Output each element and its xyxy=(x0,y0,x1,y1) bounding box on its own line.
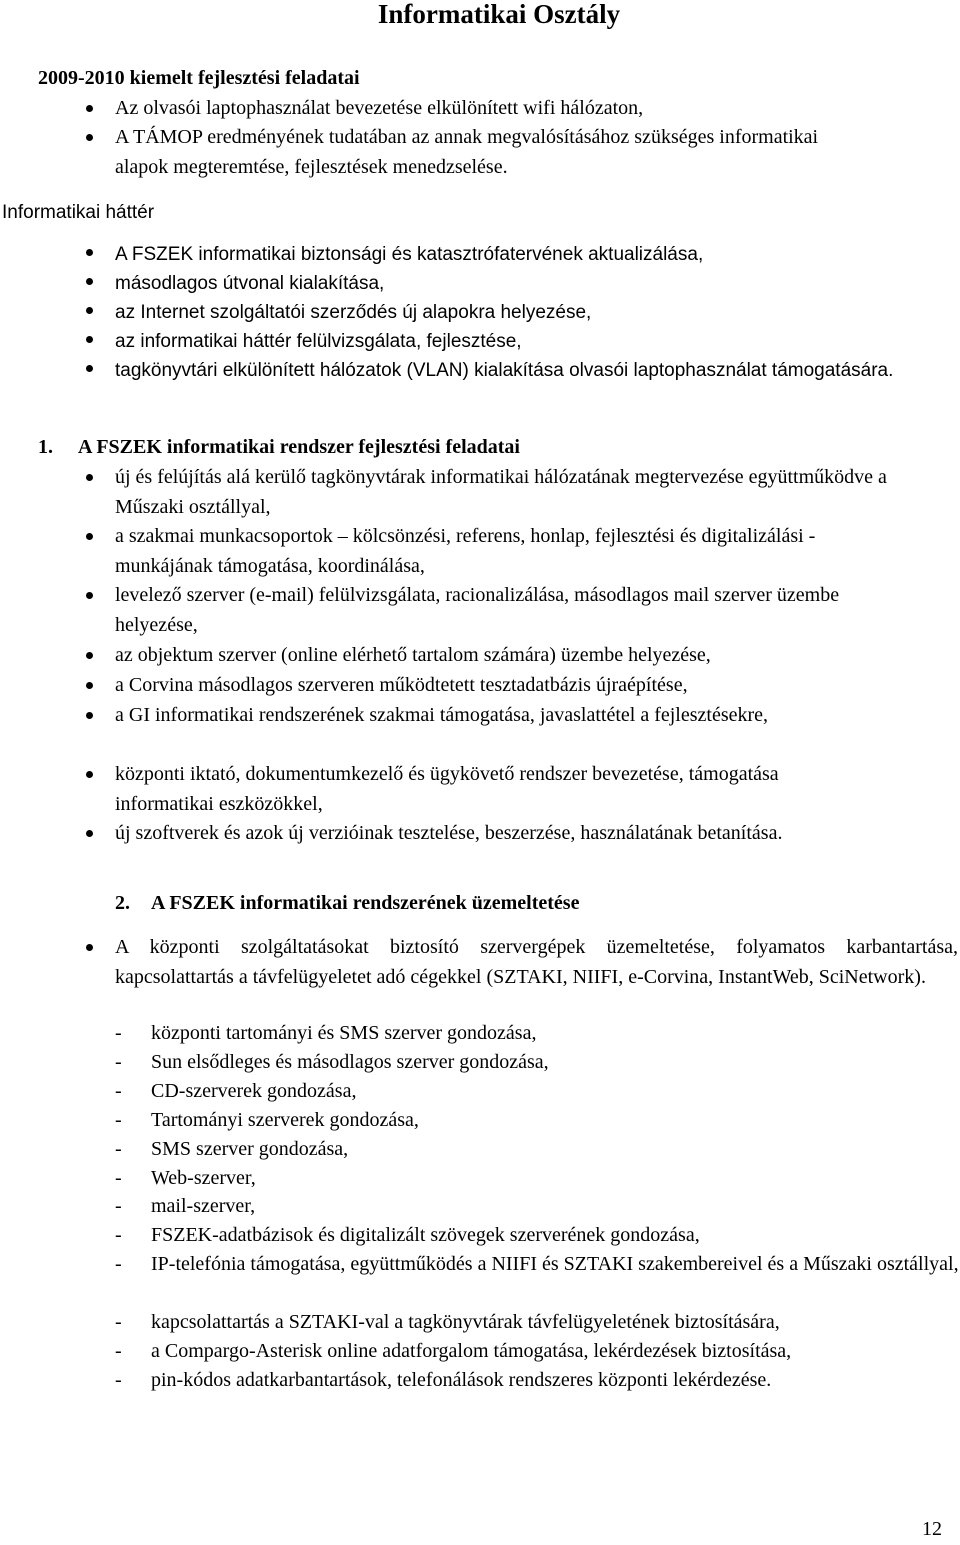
bullet-icon xyxy=(86,134,93,141)
list-item: a GI informatikai rendszerének szakmai támogatása, javaslattétel a fejlesztésekre, xyxy=(115,704,769,726)
bullet-icon xyxy=(86,533,93,540)
page-title: Informatikai Osztály xyxy=(377,0,621,29)
list-item: új szoftverek és azok új verzióinak tesztelése, beszerzése, használatának betanítása. xyxy=(115,822,783,844)
bullet-icon xyxy=(86,652,93,659)
list-item: levelező szerver (e-mail) felülvizsgálata, racionalizálása, másodlagos mail szerver üzembe helyezése, xyxy=(115,584,840,636)
list-item: az objektum szerver (online elérhető tartalom számára) üzembe helyezése, xyxy=(115,644,711,666)
list-item: új és felújítás alá kerülő tagkönyvtárak informatikai hálózatának megtervezése együttműködve a Műszaki osztállyal, xyxy=(115,466,887,518)
dash-marker: - xyxy=(115,1224,122,1246)
bullet-icon xyxy=(86,278,93,285)
section-heading-development-tasks: 2009-2010 kiemelt fejlesztési feladatai xyxy=(38,67,360,89)
dash-list-item: Web-szerver, xyxy=(151,1167,256,1189)
dash-marker: - xyxy=(115,1340,122,1362)
dash-list-item: központi tartományi és SMS szerver gondozása, xyxy=(151,1022,537,1044)
list-item: tagkönyvtári elkülönített hálózatok (VLAN) kialakítása olvasói laptophasználat támogatására. xyxy=(115,360,894,381)
dash-marker: - xyxy=(115,1080,122,1102)
dash-marker: - xyxy=(115,1109,122,1131)
dash-list-item: Tartományi szerverek gondozása, xyxy=(151,1109,419,1131)
bullet-icon xyxy=(86,830,93,837)
list-item: központi iktató, dokumentumkezelő és ügykövető rendszer bevezetése, támogatása informatikai eszközökkel, xyxy=(115,763,779,815)
list-item: A központi szolgáltatásokat biztosító szervergépek üzemeltetése, folyamatos karbantartása, kapcsolattartás a távfelügyeletet adó cégekkel (SZTAKI, NIIFI, e-Corvina, InstantWeb, SciNetwork). xyxy=(115,936,958,988)
bullet-icon xyxy=(86,771,93,778)
section-heading-system-development: A FSZEK informatikai rendszer fejlesztési feladatai xyxy=(78,436,520,458)
section-number: 2. xyxy=(115,892,130,914)
section-heading-system-operation: A FSZEK informatikai rendszerének üzemeltetése xyxy=(151,892,580,914)
list-item: az informatikai háttér felülvizsgálata, fejlesztése, xyxy=(115,331,522,352)
dash-list-item: Sun elsődleges és másodlagos szerver gondozása, xyxy=(151,1051,549,1073)
dash-marker: - xyxy=(115,1167,122,1189)
dash-marker: - xyxy=(115,1311,122,1333)
list-item: A TÁMOP eredményének tudatában az annak megvalósításához szükséges informatikai alapok megteremtése, fejlesztések menedzselése. xyxy=(115,126,819,178)
dash-marker: - xyxy=(115,1051,122,1073)
section-heading-it-background: Informatikai háttér xyxy=(2,202,155,223)
bullet-icon xyxy=(86,336,93,343)
dash-marker: - xyxy=(115,1022,122,1044)
bullet-icon xyxy=(86,592,93,599)
dash-list-item: SMS szerver gondozása, xyxy=(151,1138,349,1160)
dash-marker: - xyxy=(115,1369,122,1391)
dash-marker: - xyxy=(115,1138,122,1160)
dash-list-item: FSZEK-adatbázisok és digitalizált szövegek szerverének gondozása, xyxy=(151,1224,700,1246)
dash-list-item: CD-szerverek gondozása, xyxy=(151,1080,357,1102)
bullet-icon xyxy=(86,307,93,314)
bullet-icon xyxy=(86,105,93,112)
bullet-icon xyxy=(86,365,93,372)
bullet-icon xyxy=(86,944,93,951)
list-item: másodlagos útvonal kialakítása, xyxy=(115,273,385,294)
bullet-icon xyxy=(86,682,93,689)
dash-list-item: pin-kódos adatkarbantartások, telefonálások rendszeres központi lekérdezése. xyxy=(151,1369,772,1391)
section-number: 1. xyxy=(38,436,53,458)
bullet-icon xyxy=(86,474,93,481)
list-item: a Corvina másodlagos szerveren működtetett tesztadatbázis újraépítése, xyxy=(115,674,688,696)
dash-list-item: kapcsolattartás a SZTAKI-val a tagkönyvtárak távfelügyeletének biztosítására, xyxy=(151,1311,780,1333)
list-item: a szakmai munkacsoportok – kölcsönzési, referens, honlap, fejlesztési és digitalizálási - munkájának támogatása, koordinálása, xyxy=(115,525,816,577)
bullet-icon xyxy=(86,712,93,719)
dash-list-item: mail-szerver, xyxy=(151,1195,256,1217)
bullet-icon xyxy=(86,249,93,256)
dash-list-item: IP-telefónia támogatása, együttműködés a NIIFI és SZTAKI szakembereivel és a Műszaki osztállyal, xyxy=(151,1253,959,1275)
dash-marker: - xyxy=(115,1253,122,1275)
list-item: az Internet szolgáltatói szerződés új alapokra helyezése, xyxy=(115,302,592,323)
dash-list-item: a Compargo-Asterisk online adatforgalom támogatása, lekérdezések biztosítása, xyxy=(151,1340,792,1362)
list-item: A FSZEK informatikai biztonsági és katasztrófatervének aktualizálása, xyxy=(115,244,704,265)
page-number: 12 xyxy=(922,1518,942,1540)
list-item: Az olvasói laptophasználat bevezetése elkülönített wifi hálózaton, xyxy=(115,97,644,119)
dash-marker: - xyxy=(115,1195,122,1217)
